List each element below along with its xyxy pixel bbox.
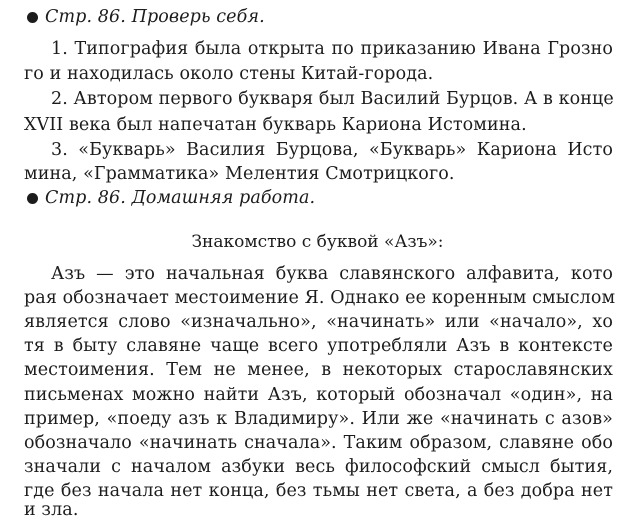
answer-line-5: 3. «Букварь» Василия Бурцова, «Букварь» Кариона Исто bbox=[51, 140, 613, 160]
section-header-homework: Стр. 86. Домашняя работа. bbox=[45, 188, 316, 208]
answer-line-6: мина, «Грамматика» Мелентия Смотрицкого. bbox=[24, 164, 455, 184]
section-header-check-yourself: Стр. 86. Проверь себя. bbox=[45, 7, 265, 27]
body-line-10: где без начала нет конца, без тьмы нет света, а без добра нет bbox=[24, 481, 613, 501]
answer-line-1: 1. Типография была открыта по приказанию Ивана Грозно bbox=[51, 39, 613, 59]
body-line-8: обозначало «начинать сначала». Таким образом, славяне обо bbox=[24, 433, 613, 453]
body-line-11: и зла. bbox=[24, 500, 79, 520]
body-line-2: рая обозначает местоимение Я. Однако ее коренным смыслом bbox=[24, 288, 616, 308]
bullet-icon bbox=[27, 12, 38, 23]
body-line-5: местоимения. Тем не менее, в некоторых старославянских bbox=[24, 360, 613, 380]
subheading: Знакомство с буквой «Азъ»: bbox=[191, 232, 444, 252]
body-line-3: является слово «изначально», «начинать» или «начало», хо bbox=[24, 312, 613, 332]
body-line-1: Азъ — это начальная буква славянского алфавита, кото bbox=[51, 264, 613, 284]
answer-line-4: XVII века был напечатан букварь Кариона Истомина. bbox=[24, 115, 527, 135]
bullet-icon bbox=[27, 193, 38, 204]
body-line-6: письменах можно найти Азъ, который обозначал «один», на bbox=[24, 385, 613, 405]
answer-line-3: 2. Автором первого букваря был Василий Бурцов. А в конце bbox=[51, 89, 614, 109]
answer-line-2: го и находилась около стены Китай-города. bbox=[24, 64, 434, 84]
body-line-4: тя в быту славяне чаще всего употребляли Азъ в контексте bbox=[24, 336, 613, 356]
body-line-9: значали с началом азбуки весь философский смысл бытия, bbox=[24, 457, 613, 477]
body-line-7: пример, «поеду азъ к Владимиру». Или же «начинать с азов» bbox=[24, 409, 613, 429]
